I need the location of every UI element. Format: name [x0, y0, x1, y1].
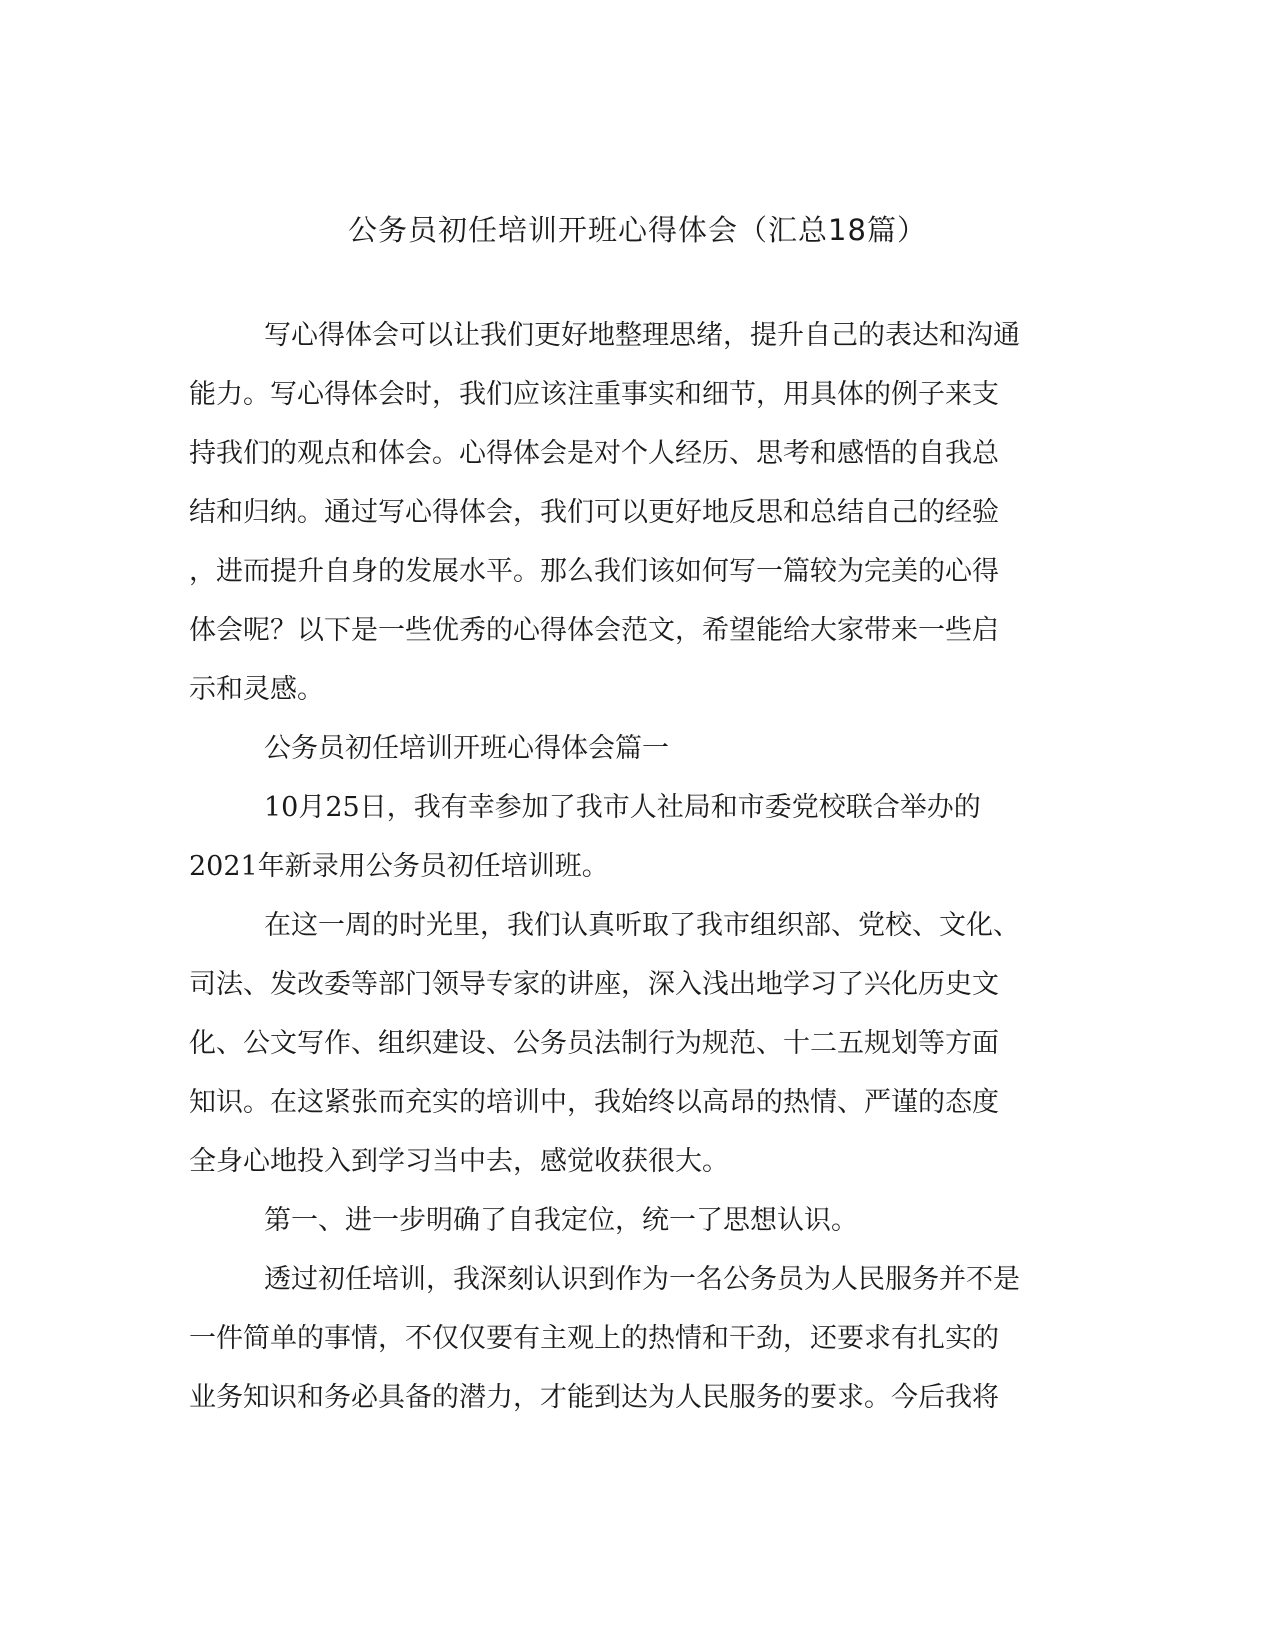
paragraph-line: 透过初任培训，我深刻认识到作为一名公务员为人民服务并不是 — [264, 1264, 1020, 1295]
paragraph-line: 第一、进一步明确了自我定位，统一了思想认识。 — [264, 1205, 858, 1236]
paragraph-line: 2021年新录用公务员初任培训班。 — [189, 851, 609, 882]
paragraph-line: 结和归纳。通过写心得体会，我们可以更好地反思和总结自己的经验 — [189, 497, 999, 528]
paragraph-line: 能力。写心得体会时，我们应该注重事实和细节，用具体的例子来支 — [189, 379, 999, 410]
section-heading: 公务员初任培训开班心得体会篇一 — [264, 733, 669, 764]
paragraph-line: 化、公文写作、组织建设、公务员法制行为规范、十二五规划等方面 — [189, 1028, 999, 1059]
paragraph-line: 10月25日，我有幸参加了我市人社局和市委党校联合举办的 — [264, 792, 981, 823]
paragraph-line: ，进而提升自身的发展水平。那么我们该如何写一篇较为完美的心得 — [189, 556, 999, 587]
paragraph-line: 一件简单的事情，不仅仅要有主观上的热情和干劲，还要求有扎实的 — [189, 1323, 999, 1354]
paragraph-line: 体会呢？以下是一些优秀的心得体会范文，希望能给大家带来一些启 — [189, 615, 999, 646]
paragraph-line: 全身心地投入到学习当中去，感觉收获很大。 — [189, 1146, 729, 1177]
paragraph-line: 知识。在这紧张而充实的培训中，我始终以高昂的热情、严谨的态度 — [189, 1087, 999, 1118]
paragraph-line: 示和灵感。 — [189, 674, 324, 705]
document-title: 公务员初任培训开班心得体会（汇总18篇） — [348, 213, 927, 247]
paragraph-line: 写心得体会可以让我们更好地整理思绪，提升自己的表达和沟通 — [264, 320, 1020, 351]
paragraph-line: 在这一周的时光里，我们认真听取了我市组织部、党校、文化、 — [264, 910, 1020, 941]
paragraph-line: 持我们的观点和体会。心得体会是对个人经历、思考和感悟的自我总 — [189, 438, 999, 469]
paragraph-line: 业务知识和务必具备的潜力，才能到达为人民服务的要求。今后我将 — [189, 1382, 999, 1413]
paragraph-line: 司法、发改委等部门领导专家的讲座，深入浅出地学习了兴化历史文 — [189, 969, 999, 1000]
